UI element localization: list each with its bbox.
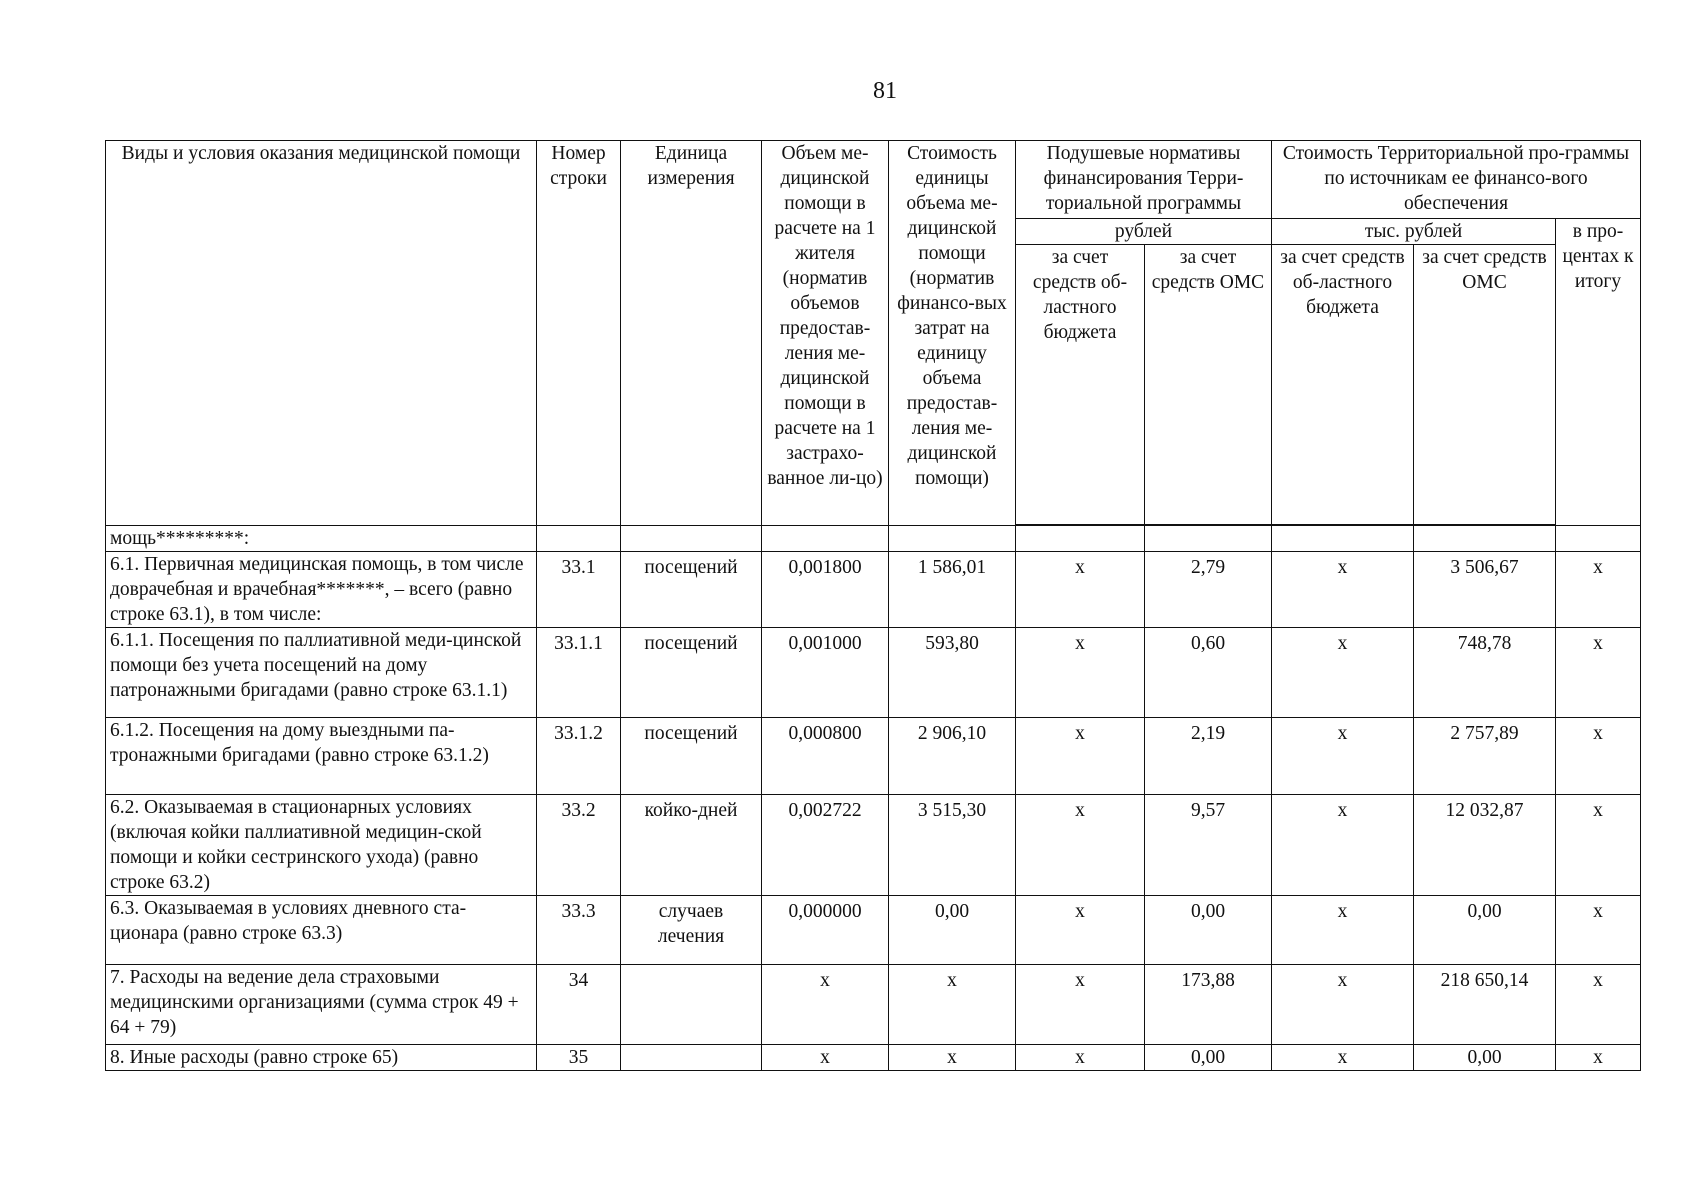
row-norm-regional: х bbox=[1016, 896, 1145, 965]
row-percent: х bbox=[1556, 896, 1641, 965]
row-norm-regional: х bbox=[1016, 965, 1145, 1045]
row-volume: х bbox=[762, 1045, 889, 1071]
row-norm-regional: х bbox=[1016, 628, 1145, 718]
row-unit bbox=[621, 965, 762, 1045]
row-num: 33.1.1 bbox=[537, 628, 621, 718]
row-volume: 0,000800 bbox=[762, 718, 889, 795]
row-prog-oms: 218 650,14 bbox=[1414, 965, 1556, 1045]
row-prog-regional: х bbox=[1272, 1045, 1414, 1071]
row-num: 33.2 bbox=[537, 795, 621, 896]
row-volume: 0,001800 bbox=[762, 552, 889, 628]
row-percent: х bbox=[1556, 628, 1641, 718]
row-desc: 6.2. Оказываемая в стационарных условиях (включая койки паллиативной медицин-ской помощи и койки сестринского ухода) (равно строке 63.2) bbox=[106, 795, 537, 896]
row-prog-regional: х bbox=[1272, 795, 1414, 896]
row-cost: 1 586,01 bbox=[889, 552, 1016, 628]
row-num: 35 bbox=[537, 1045, 621, 1071]
row-norm-regional: х bbox=[1016, 795, 1145, 896]
row-num: 33.1.2 bbox=[537, 718, 621, 795]
row-unit: случаев лечения bbox=[621, 896, 762, 965]
row-volume: х bbox=[762, 965, 889, 1045]
row-num: 34 bbox=[537, 965, 621, 1045]
table-row bbox=[106, 718, 1641, 795]
continuation-text: мощь*********: bbox=[106, 526, 537, 552]
row-percent: х bbox=[1556, 795, 1641, 896]
table-row bbox=[106, 965, 1641, 1045]
row-volume: 0,002722 bbox=[762, 795, 889, 896]
row-norm-oms: 173,88 bbox=[1145, 965, 1272, 1045]
header-norm-oms: за счет средств ОМС bbox=[1145, 245, 1272, 525]
header-norm-regional: за счет средств об-ластного бюджета bbox=[1016, 245, 1145, 525]
row-desc: 6.3. Оказываемая в условиях дневного ста-ционара (равно строке 63.3) bbox=[106, 896, 537, 965]
row-cost: х bbox=[889, 965, 1016, 1045]
header-volume: Объем ме-дицинской помощи в расчете на 1 жителя (норматив объемов предостав-ления ме-дицинской помощи в расчете на 1 застрахо-ванное ли-цо) bbox=[762, 141, 889, 526]
row-volume: 0,001000 bbox=[762, 628, 889, 718]
row-percent: х bbox=[1556, 718, 1641, 795]
row-unit: койко-дней bbox=[621, 795, 762, 896]
row-cost: 593,80 bbox=[889, 628, 1016, 718]
row-prog-regional: х bbox=[1272, 628, 1414, 718]
row-norm-oms: 2,79 bbox=[1145, 552, 1272, 628]
row-unit: посещений bbox=[621, 628, 762, 718]
row-desc: 6.1.1. Посещения по паллиативной меди-цинской помощи без учета посещений на дому патронажными бригадами (равно строке 63.1.1) bbox=[106, 628, 537, 718]
header-unit-thous-rub: тыс. рублей bbox=[1272, 219, 1556, 245]
row-desc: 7. Расходы на ведение дела страховыми медицинскими организациями (сумма строк 49 + 64 + 79) bbox=[106, 965, 537, 1045]
row-cost: 3 515,30 bbox=[889, 795, 1016, 896]
header-cost: Стоимость единицы объема ме-дицинской помощи (норматив финансо-вых затрат на единицу объема предостав-ления ме-дицинской помощи) bbox=[889, 141, 1016, 526]
header-prog-regional: за счет средств об-ластного бюджета bbox=[1272, 245, 1414, 525]
row-prog-oms: 12 032,87 bbox=[1414, 795, 1556, 896]
row-norm-regional: х bbox=[1016, 1045, 1145, 1071]
row-unit: посещений bbox=[621, 718, 762, 795]
header-norms-group: Подушевые нормативы финансирования Терри-ториальной программы bbox=[1016, 141, 1272, 219]
row-prog-oms: 748,78 bbox=[1414, 628, 1556, 718]
row-prog-regional: х bbox=[1272, 552, 1414, 628]
row-cost: х bbox=[889, 1045, 1016, 1071]
row-prog-regional: х bbox=[1272, 965, 1414, 1045]
header-percent: в про-центах к итогу bbox=[1556, 219, 1641, 526]
table-row bbox=[106, 896, 1641, 965]
row-prog-oms: 0,00 bbox=[1414, 1045, 1556, 1071]
row-norm-oms: 2,19 bbox=[1145, 718, 1272, 795]
row-volume: 0,000000 bbox=[762, 896, 889, 965]
header-prog-oms: за счет средств ОМС bbox=[1414, 245, 1556, 525]
row-norm-regional: х bbox=[1016, 718, 1145, 795]
row-desc: 6.1. Первичная медицинская помощь, в том числе доврачебная и врачебная*******, – всего (равно строке 63.1), в том числе: bbox=[106, 552, 537, 628]
table-row bbox=[106, 1045, 1641, 1071]
financing-table bbox=[105, 140, 1641, 1071]
row-norm-oms: 0,00 bbox=[1145, 1045, 1272, 1071]
header-row-number: Номер строки bbox=[537, 141, 621, 526]
row-percent: х bbox=[1556, 965, 1641, 1045]
row-prog-regional: х bbox=[1272, 896, 1414, 965]
row-percent: х bbox=[1556, 552, 1641, 628]
row-desc: 6.1.2. Посещения на дому выездными па-тронажными бригадами (равно строке 63.1.2) bbox=[106, 718, 537, 795]
row-norm-oms: 0,00 bbox=[1145, 896, 1272, 965]
page-number: 81 bbox=[873, 78, 897, 104]
row-num: 33.1 bbox=[537, 552, 621, 628]
row-unit bbox=[621, 1045, 762, 1071]
header-unit-rub: рублей bbox=[1016, 219, 1272, 245]
row-unit: посещений bbox=[621, 552, 762, 628]
header-unit: Единица измерения bbox=[621, 141, 762, 526]
row-cost: 0,00 bbox=[889, 896, 1016, 965]
row-prog-oms: 2 757,89 bbox=[1414, 718, 1556, 795]
row-prog-oms: 3 506,67 bbox=[1414, 552, 1556, 628]
row-prog-regional: х bbox=[1272, 718, 1414, 795]
row-norm-regional: х bbox=[1016, 552, 1145, 628]
row-norm-oms: 0,60 bbox=[1145, 628, 1272, 718]
header-program-group: Стоимость Территориальной про-граммы по источникам ее финансо-вого обеспечения bbox=[1272, 141, 1641, 219]
row-prog-oms: 0,00 bbox=[1414, 896, 1556, 965]
row-cost: 2 906,10 bbox=[889, 718, 1016, 795]
table-row bbox=[106, 795, 1641, 896]
header-type: Виды и условия оказания медицинской помощи bbox=[106, 141, 537, 526]
row-percent: х bbox=[1556, 1045, 1641, 1071]
row-num: 33.3 bbox=[537, 896, 621, 965]
row-desc: 8. Иные расходы (равно строке 65) bbox=[106, 1045, 537, 1071]
table-row bbox=[106, 628, 1641, 718]
row-norm-oms: 9,57 bbox=[1145, 795, 1272, 896]
table-row bbox=[106, 552, 1641, 628]
